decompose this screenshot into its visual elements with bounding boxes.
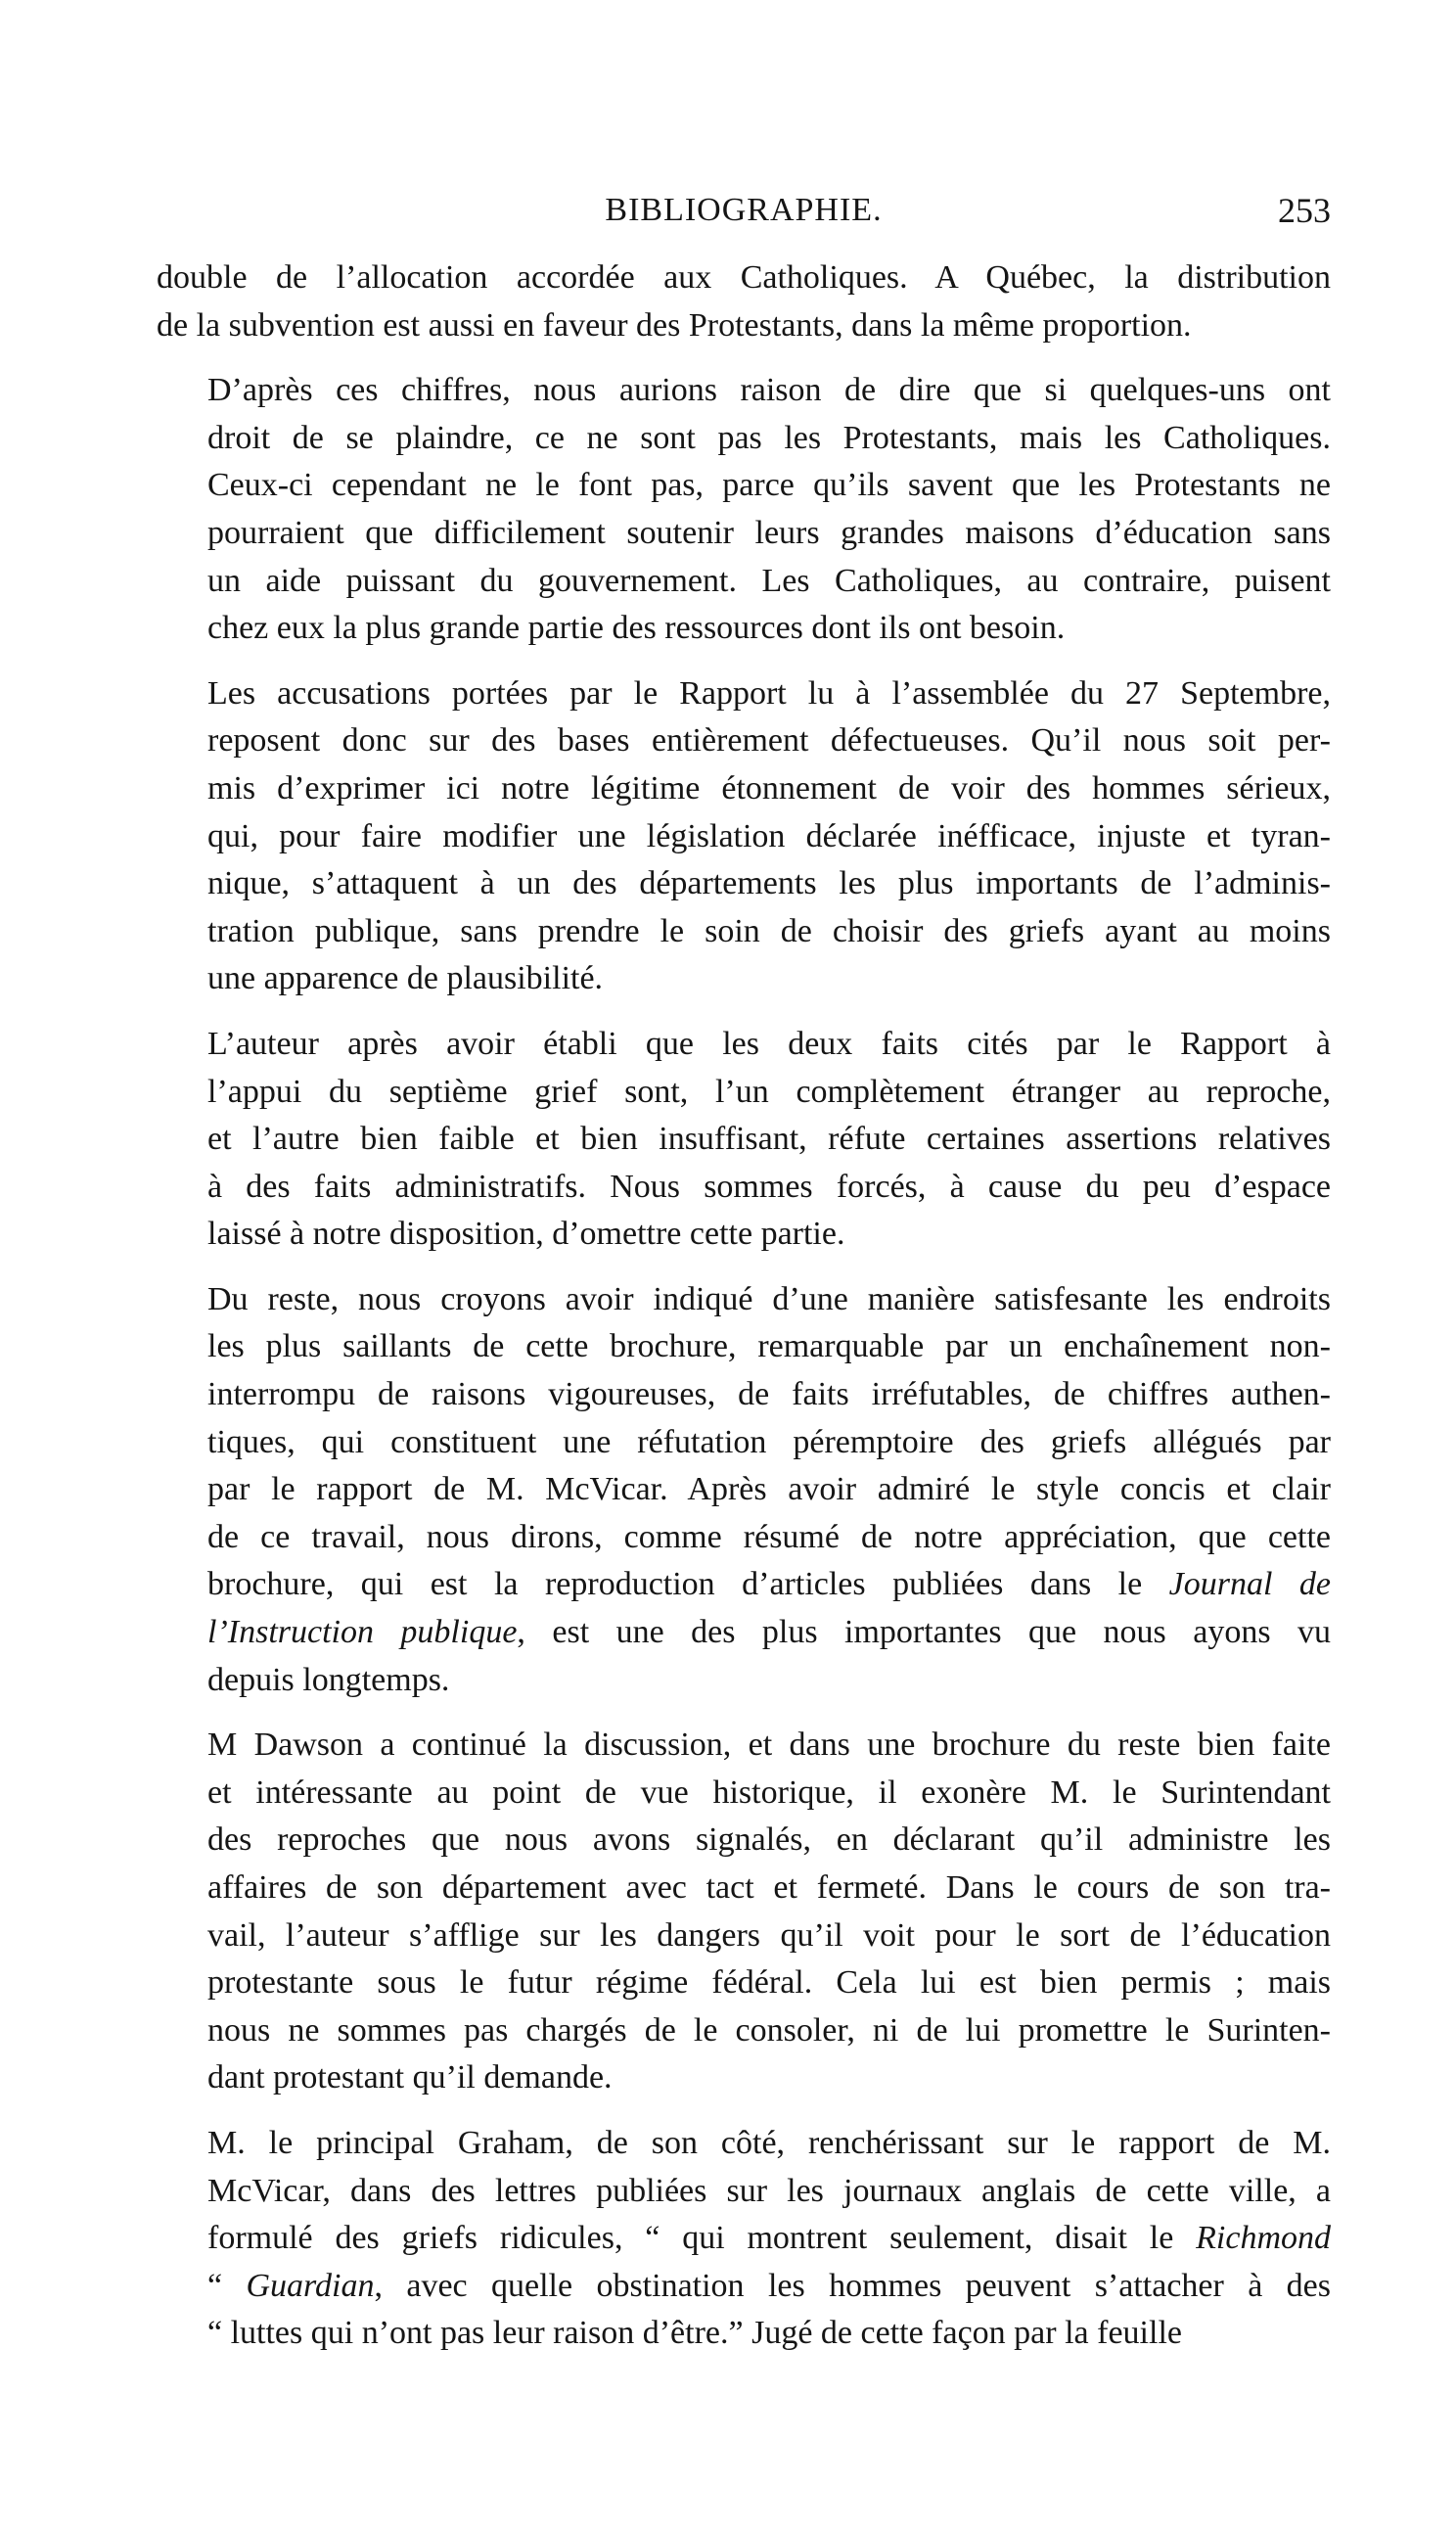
text-line: nous ne sommes pas chargés de le consoler, ni de lui promettre le Surinten-: [207, 2011, 1331, 2049]
text-line: tration publique, sans prendre le soin de choisir des griefs ayant au moins: [207, 912, 1331, 949]
page-header: [157, 183, 1331, 238]
text-line: M Dawson a continué la discussion, et dans une brochure du reste bien faite: [207, 1727, 1331, 1764]
text-line: chez eux la plus grande partie des ressources dont ils ont besoin.: [207, 610, 1066, 647]
text-line: de la subvention est aussi en faveur des Protestants, dans la même proportion.: [157, 306, 1192, 344]
text-line: l’appui du septième grief sont, l’un complètement étranger au reproche,: [207, 1073, 1331, 1110]
text-line: les plus saillants de cette brochure, remarquable par un enchaînement non-: [207, 1328, 1331, 1365]
text-line: vail, l’auteur s’afflige sur les dangers qu’il voit pour le sort de l’éducation: [207, 1916, 1331, 1954]
text-line: “ luttes qui n’ont pas leur raison d’être.” Jugé de cette façon par la feuille: [207, 2315, 1182, 2352]
paragraph: [157, 1276, 1331, 1704]
text-line: L’auteur après avoir établi que les deux faits cités par le Rapport à: [207, 1025, 1331, 1062]
text-line: mis d’exprimer ici notre légitime étonnement de voir des hommes sérieux,: [207, 769, 1331, 806]
paragraph: [157, 367, 1331, 653]
text-line: droit de se plaindre, ce ne sont pas les Protestants, mais les Catholiques.: [207, 419, 1331, 456]
text-line: Ceux-ci cependant ne le font pas, parce qu’ils savent que les Protestants ne: [207, 467, 1331, 504]
text-line: depuis longtemps.: [207, 1661, 450, 1698]
text-line: protestante sous le futur régime fédéral. Cela lui est bien permis ; mais: [207, 1964, 1331, 2002]
text-line: et l’autre bien faible et bien insuffisant, réfute certaines assertions relatives: [207, 1121, 1331, 1158]
text-line: “ Guardian, avec quelle obstination les hommes peuvent s’attacher à des: [207, 2267, 1331, 2304]
paragraph: [157, 1722, 1331, 2102]
text-line: brochure, qui est la reproduction d’articles publiées dans le Journal de: [207, 1566, 1331, 1603]
text-line: M. le principal Graham, de son côté, renchérissant sur le rapport de M.: [207, 2124, 1331, 2161]
text-line: formulé des griefs ridicules, “ qui montrent seulement, disait le Richmond: [207, 2220, 1331, 2257]
text-line: double de l’allocation accordée aux Catholiques. A Québec, la distribution: [157, 259, 1331, 296]
text-line: Les accusations portées par le Rapport lu à l’assemblée du 27 Septembre,: [207, 674, 1331, 712]
text-line: par le rapport de M. McVicar. Après avoir admiré le style concis et clair: [207, 1471, 1331, 1508]
text-line: D’après ces chiffres, nous aurions raison de dire que si quelques-uns ont: [207, 372, 1331, 409]
page-number: 253: [1278, 191, 1331, 230]
text-line: une apparence de plausibilité.: [207, 960, 604, 997]
text-line: de ce travail, nous dirons, comme résumé de notre appréciation, que cette: [207, 1518, 1331, 1555]
paragraph: [157, 670, 1331, 1003]
text-line: interrompu de raisons vigoureuses, de faits irréfutables, de chiffres authen-: [207, 1376, 1331, 1413]
text-line: reposent donc sur des bases entièrement défectueuses. Qu’il nous soit per-: [207, 722, 1331, 760]
text-line: Du reste, nous croyons avoir indiqué d’une manière satisfesante les endroits: [207, 1280, 1331, 1317]
text-line: l’Instruction publique, est une des plus importantes que nous ayons vu: [207, 1614, 1331, 1651]
text-line: à des faits administratifs. Nous sommes forcés, à cause du peu d’espace: [207, 1168, 1331, 1205]
text-line: McVicar, dans des lettres publiées sur les journaux anglais de cette ville, a: [207, 2172, 1331, 2209]
text-line: un aide puissant du gouvernement. Les Catholiques, au contraire, puisent: [207, 562, 1331, 599]
text-line: tiques, qui constituent une réfutation péremptoire des griefs allégués par: [207, 1423, 1331, 1460]
running-title: BIBLIOGRAPHIE.: [605, 192, 883, 228]
paragraph: [157, 254, 1331, 349]
paragraph: [157, 2120, 1331, 2358]
text-line: pourraient que difficilement soutenir leurs grandes maisons d’éducation sans: [207, 514, 1331, 551]
text-line: qui, pour faire modifier une législation déclarée inéfficace, injuste et tyran-: [207, 817, 1331, 854]
text-line: nique, s’attaquent à un des départements les plus importants de l’adminis-: [207, 865, 1331, 902]
paragraph: [157, 1021, 1331, 1259]
text-line: des reproches que nous avons signalés, en déclarant qu’il administre les: [207, 1821, 1331, 1859]
text-line: laissé à notre disposition, d’omettre cette partie.: [207, 1216, 845, 1253]
text-line: affaires de son département avec tact et fermeté. Dans le cours de son tra-: [207, 1869, 1331, 1906]
text-line: et intéressante au point de vue historique, il exonère M. le Surintendant: [207, 1773, 1331, 1811]
text-line: dant protestant qu’il demande.: [207, 2059, 613, 2096]
body-text: [157, 254, 1331, 2368]
